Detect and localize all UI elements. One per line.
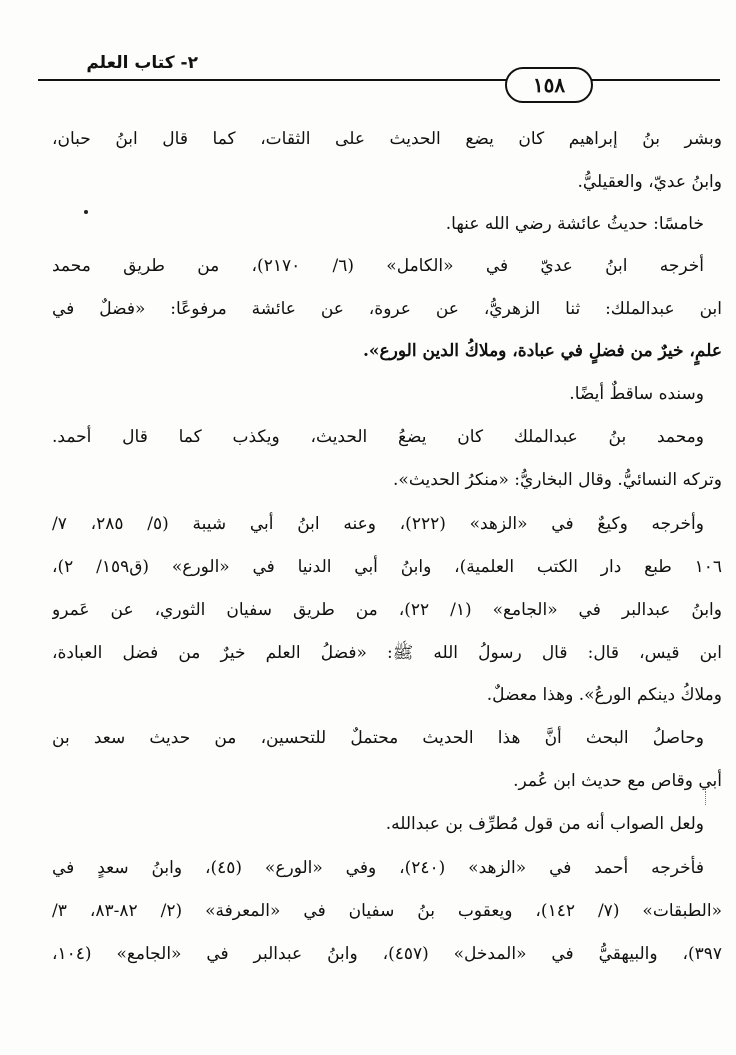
text-line: ابن قيس، قال: قال رسولُ الله ﷺ: «فضلُ العلم خيرٌ من فضل العبادة، <box>52 643 722 663</box>
text-line: أبي وقاص مع حديث ابن عُمر. <box>513 771 722 791</box>
text-line: خامسًا: حديثُ عائشة رضي الله عنها. <box>445 214 704 234</box>
text-line: وابنُ عديّ، والعقيليُّ. <box>577 172 722 192</box>
text-line: «الطبقات» (٧/ ١٤٢)، ويعقوب بنُ سفيان في «المعرفة» (٢/ ٨٢-٨٣، ٣/ <box>52 901 722 921</box>
ink-speck <box>84 210 88 214</box>
page-number: ١٥٨ <box>505 67 593 103</box>
text-line: علمٍ، خيرٌ من فضلٍ في عبادة، وملاكُ الدين الورع». <box>363 341 722 361</box>
text-line: وتركه النسائيُّ. وقال البخاريُّ: «منكرُ الحديث». <box>393 470 722 490</box>
text-line: فأخرجه أحمد في «الزهد» (٢٤٠)، وفي «الورع» (٤٥)، وابنُ سعدٍ في <box>52 858 704 878</box>
chapter-title: ٢- كتاب العلم <box>86 53 198 73</box>
text-line: أخرجه ابنُ عديّ في «الكامل» (٦/ ٢١٧٠)، من طريق محمد <box>52 256 704 276</box>
margin-mark <box>705 791 709 805</box>
text-line: وابنُ عبدالبر في «الجامع» (١/ ٢٢)، من طريق سفيان الثوري، عن عَمرو <box>52 600 722 620</box>
text-line: وسنده ساقطٌ أيضًا. <box>569 384 704 404</box>
text-line: ولعل الصواب أنه من قول مُطرِّف بن عبدالله. <box>385 814 704 834</box>
text-line: ابن عبدالملك: ثنا الزهريُّ، عن عروة، عن عائشة مرفوعًا: «فضلٌ في <box>52 299 722 319</box>
text-line: وملاكُ دينكم الورعُ». وهذا معضلٌ. <box>486 685 722 705</box>
text-line: ١٠٦ طبع دار الكتب العلمية)، وابنُ أبي الدنيا في «الورع» (ق١٥٩/ ٢)، <box>52 557 722 577</box>
text-line: وبشر بنُ إبراهيم كان يضع الحديث على الثقات، كما قال ابنُ حبان، <box>52 129 722 149</box>
text-line: ومحمد بنُ عبدالملك كان يضعُ الحديث، ويكذب كما قال أحمد. <box>52 427 704 447</box>
text-line: وحاصلُ البحث أنَّ هذا الحديث محتملٌ للتحسين، من حديث سعد بن <box>52 728 704 748</box>
text-line: ٣٩٧)، والبيهقيُّ في «المدخل» (٤٥٧)، وابنُ عبدالبر في «الجامع» (١٠٤، <box>52 944 722 964</box>
header-rule <box>38 79 720 81</box>
text-line: وأخرجه وكيعٌ في «الزهد» (٢٢٢)، وعنه ابنُ أبي شيبة (٥/ ٢٨٥، ٧/ <box>52 514 704 534</box>
